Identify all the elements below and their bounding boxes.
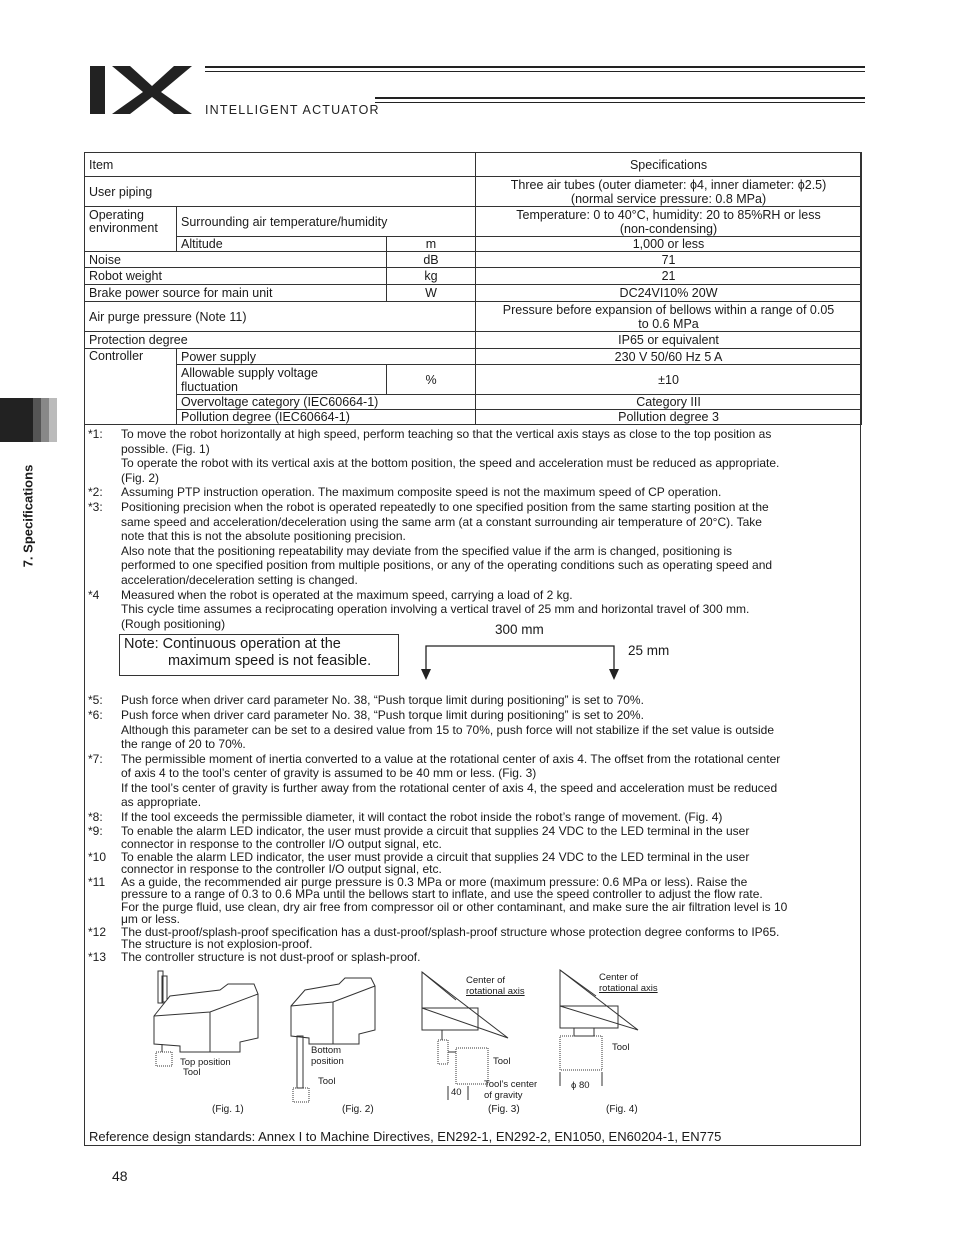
air-purge-value: Pressure before expansion of bellows within a range of 0.05 to 0.6 MPa bbox=[476, 302, 862, 332]
header-rule-top-2 bbox=[205, 71, 865, 72]
brake-value: DC24VI10% 20W bbox=[476, 285, 862, 302]
voltage-label: Allowable supply voltage fluctuation bbox=[177, 365, 387, 395]
brand-logo bbox=[88, 64, 200, 116]
note-1: *1: To move the robot horizontally at high speed, perform teaching so that the vertical axis stays as close to the top position as possible. (Fig. 1) To operate the robot with its vertical axis at the bottom position, the speed and acceleration must be reduced as appropriate. (Fig. 2) bbox=[88, 427, 780, 485]
table-row bbox=[85, 252, 862, 268]
note-12: *12 The dust-proof/splash-proof specification has a dust-proof/splash-proof structure whose protection degree conforms to IP65. The structure is not explosion-proof. bbox=[88, 924, 780, 952]
table-row bbox=[85, 302, 862, 332]
fig4-dim-80: ϕ 80 bbox=[571, 1080, 590, 1091]
fig2-robot-bottom-position bbox=[285, 972, 385, 1112]
table-row bbox=[85, 237, 862, 252]
header-rule-bottom-2 bbox=[375, 102, 865, 103]
table-row bbox=[85, 153, 862, 177]
table-row bbox=[85, 395, 862, 410]
fig2-tool-label: Tool bbox=[318, 1076, 336, 1087]
air-purge-label: Air purge pressure (Note 11) bbox=[85, 302, 476, 332]
section-tab-marker bbox=[0, 398, 57, 442]
item-header: Item bbox=[85, 153, 476, 177]
note-7: *7: The permissible moment of inertia converted to a value at the rotational center of axis 4. The offset from the rotational center of axis 4 to the tool’s center of gravity is assumed to be 40 mm or less. (Fig. 3) If the tool’s center of gravity is further away from the rotational center of axis 4, the speed and acceleration must be reduced as appropriate. bbox=[88, 751, 781, 810]
fig3-center-label: Center of rotational axis bbox=[466, 975, 525, 997]
noise-label: Noise bbox=[85, 252, 387, 268]
header-rule-bottom bbox=[375, 97, 865, 99]
table-row bbox=[85, 268, 862, 285]
altitude-unit: m bbox=[387, 237, 476, 252]
note-3: *3: Positioning precision when the robot is operated repeatedly to one specified position from the same starting position at the same speed and acceleration/deceleration using the same arm (at a constant surrounding air temperature of 20°C). Take note that this is not the absolute positioning precision. Also note that the positioning repeatability may deviate from the specified value if the arm is changed, positioning is performed to one specified position from multiple positions, or any of the operating conditions such as operating speed and acceleration/deceleration setting is changed. bbox=[88, 499, 773, 587]
table-row bbox=[85, 365, 862, 395]
protection-label: Protection degree bbox=[85, 332, 476, 349]
pollution-value: Pollution degree 3 bbox=[476, 410, 862, 425]
altitude-label: Altitude bbox=[177, 237, 387, 252]
noise-value: 71 bbox=[476, 252, 862, 268]
fig3-caption: (Fig. 3) bbox=[488, 1104, 520, 1115]
user-piping-value: Three air tubes (outer diameter: ϕ4, inner diameter: ϕ2.5) (normal service pressure: 0.8 MPa) bbox=[476, 177, 862, 207]
reference-standards: Reference design standards: Annex I to Machine Directives, EN292-1, EN292-2, EN1050, EN60204-1, EN775 bbox=[89, 1129, 722, 1144]
overvoltage-value: Category III bbox=[476, 395, 862, 410]
section-tab-label: 7. Specifications bbox=[20, 464, 36, 568]
noise-unit: dB bbox=[387, 252, 476, 268]
altitude-value: 1,000 or less bbox=[476, 237, 862, 252]
table-row bbox=[85, 332, 862, 349]
note-6: *6: Push force when driver card parameter No. 38, “Push torque limit during positioning” is set to 20%. Although this parameter can be set to a desired value from 15 to 70%, push force will not stabilize if the set value is outside the range of 20 to 70%. bbox=[88, 707, 775, 752]
weight-label: Robot weight bbox=[85, 268, 387, 285]
fig4-center-label: Center of rotational axis bbox=[599, 972, 658, 994]
brake-unit: W bbox=[387, 285, 476, 302]
notes-block bbox=[88, 427, 858, 963]
dim-300mm: 300 mm bbox=[495, 622, 544, 637]
spec-table bbox=[84, 152, 862, 425]
table-row bbox=[85, 207, 862, 237]
weight-value: 21 bbox=[476, 268, 862, 285]
voltage-unit: % bbox=[387, 365, 476, 395]
note-10: *10 To enable the alarm LED indicator, the user must provide a circuit that supplies 24 VDC to the LED terminal in the user connector in response to the controller I/O output signal, etc. bbox=[88, 849, 750, 877]
weight-unit: kg bbox=[387, 268, 476, 285]
table-row bbox=[85, 410, 862, 425]
note-13: *13 The controller structure is not dust-proof or splash-proof. bbox=[88, 949, 421, 964]
overvoltage-label: Overvoltage category (IEC60664-1) bbox=[177, 395, 476, 410]
controller-label: Controller bbox=[85, 349, 177, 425]
power-label: Power supply bbox=[177, 349, 476, 365]
fig4-tool-label: Tool bbox=[612, 1042, 630, 1053]
voltage-value: ±10 bbox=[476, 365, 862, 395]
table-row bbox=[85, 177, 862, 207]
note-4: *4 Measured when the robot is operated at the maximum speed, carrying a load of 2 kg. This cycle time assumes a reciprocating operation involving a vertical travel of 25 mm and horizontal travel of 300 mm. (Rough positioning) bbox=[88, 587, 750, 631]
temp-label: Surrounding air temperature/humidity bbox=[177, 207, 476, 237]
fig2-caption: (Fig. 2) bbox=[342, 1104, 374, 1115]
note-9: *9: To enable the alarm LED indicator, the user must provide a circuit that supplies 24 VDC to the LED terminal in the user connector in response to the controller I/O output signal, etc. bbox=[88, 823, 750, 851]
operating-env-label: Operating environment bbox=[85, 207, 177, 252]
note-5: *5: Push force when driver card parameter No. 38, “Push torque limit during positioning” is set to 70%. bbox=[88, 693, 644, 708]
header-rule-top bbox=[205, 66, 865, 68]
page-number: 48 bbox=[112, 1168, 128, 1184]
motion-path-diagram bbox=[418, 640, 624, 684]
protection-value: IP65 or equivalent bbox=[476, 332, 862, 349]
fig3-dim-40: 40 bbox=[451, 1087, 462, 1098]
continuous-operation-note: Note: Continuous operation at the maximum speed is not feasible. bbox=[119, 634, 399, 676]
spec-header: Specifications bbox=[476, 153, 862, 177]
brake-label: Brake power source for main unit bbox=[85, 285, 387, 302]
note-8: *8: If the tool exceeds the permissible diameter, it will contact the robot inside the robot’s range of movement. (Fig. 4) bbox=[88, 810, 723, 825]
note-2: *2: Assuming PTP instruction operation. The maximum composite speed is not the maximum speed of CP operation. bbox=[88, 485, 722, 500]
fig3-cog-label: Tool’s center of gravity bbox=[484, 1079, 538, 1101]
table-row bbox=[85, 285, 862, 302]
pollution-label: Pollution degree (IEC60664-1) bbox=[177, 410, 476, 425]
note-11: *11 As a guide, the recommended air purge pressure is 0.3 MPa or more (maximum pressure: 0.6 MPa or less). Raise the pressure to a range of 0.3 to 0.6 MPa until the bellows start to inflate, and use the speed controller to adjust the flow rate. For the purge fluid, use clean, dry air free from compressor oil or other contaminant, and make sure the air filtration level is 10 μm or less. bbox=[88, 874, 788, 927]
fig1-tool-label: Tool bbox=[183, 1067, 201, 1078]
power-value: 230 V 50/60 Hz 5 A bbox=[476, 349, 862, 365]
fig3-tool-label: Tool bbox=[493, 1056, 511, 1067]
brand-subtitle: INTELLIGENT ACTUATOR bbox=[205, 103, 380, 117]
fig1-top-position-label: Top position bbox=[180, 1057, 231, 1068]
table-row bbox=[85, 349, 862, 365]
fig4-caption: (Fig. 4) bbox=[606, 1104, 638, 1115]
user-piping-label: User piping bbox=[85, 177, 476, 207]
temp-value: Temperature: 0 to 40°C, humidity: 20 to 85%RH or less (non-condensing) bbox=[476, 207, 862, 237]
fig1-caption: (Fig. 1) bbox=[212, 1104, 244, 1115]
dim-25mm: 25 mm bbox=[628, 643, 670, 658]
fig2-bottom-label: Bottom position bbox=[311, 1045, 344, 1067]
